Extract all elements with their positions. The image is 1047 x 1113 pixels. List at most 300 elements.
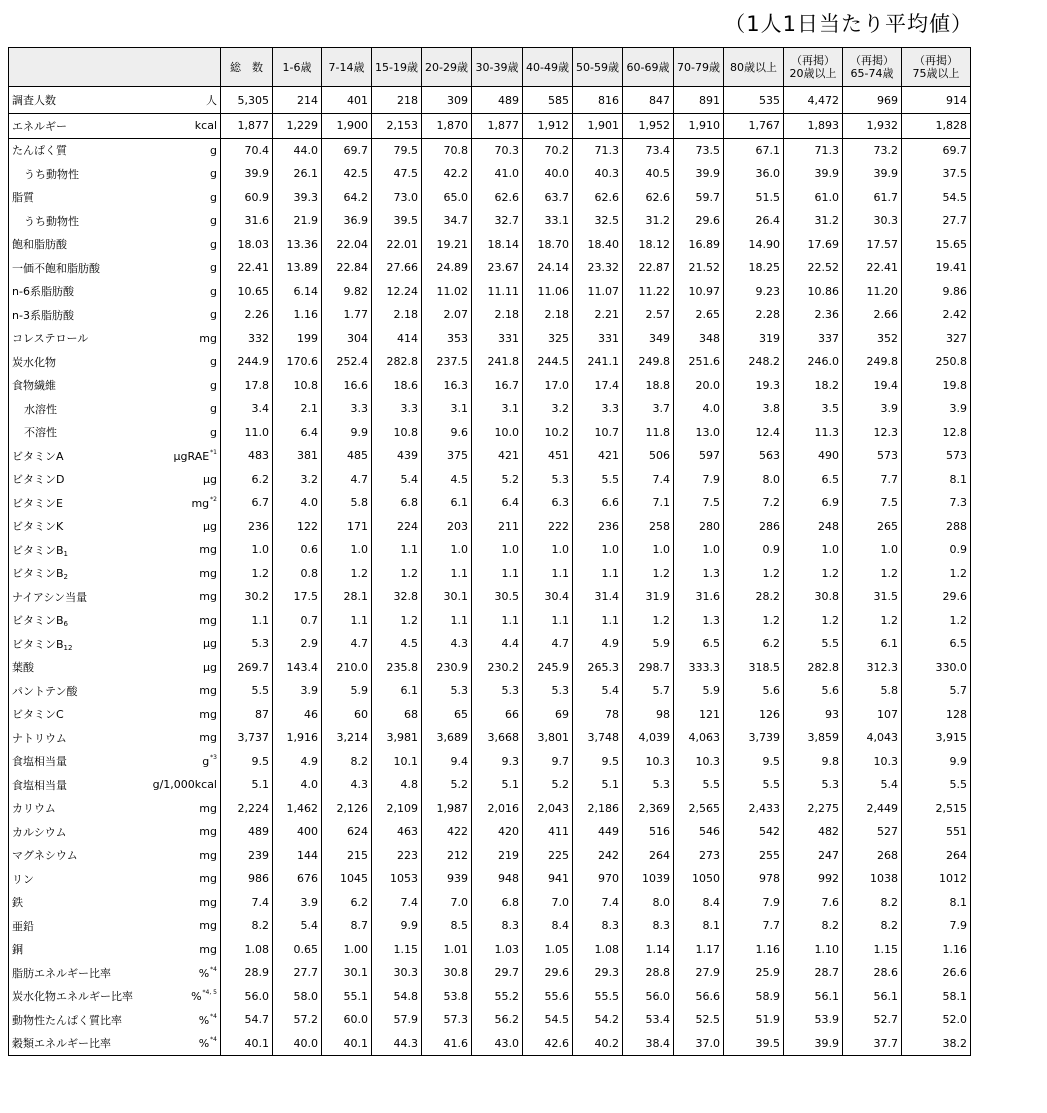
table-row — [9, 491, 971, 515]
value-cell: 26.1 — [273, 162, 322, 186]
value-cell: 1.0 — [623, 538, 674, 562]
nutrient-name — [9, 468, 149, 492]
nutrient-label: 穀類エネルギー比率 — [12, 1037, 111, 1051]
value-cell: 10.1 — [372, 750, 422, 774]
value-cell: 3,214 — [322, 726, 372, 750]
value-cell: 65.0 — [422, 186, 472, 210]
nutrient-subscript: 2 — [63, 573, 69, 582]
value-cell: 551 — [902, 820, 971, 844]
value-cell: 333.3 — [674, 656, 724, 680]
unit-cell — [149, 350, 221, 374]
nutrient-name — [9, 397, 149, 421]
value-cell: 29.7 — [472, 961, 523, 985]
value-cell: 54.5 — [523, 1008, 573, 1032]
value-cell: 30.3 — [843, 209, 902, 233]
reprint-label: 65-74歳 — [850, 67, 894, 80]
value-cell: 1.3 — [674, 609, 724, 633]
value-cell: 31.6 — [674, 585, 724, 609]
value-cell: 5.2 — [422, 773, 472, 797]
footnote-marker: *4 — [210, 1012, 217, 1020]
value-cell: 6.1 — [372, 679, 422, 703]
value-cell: 8.2 — [843, 914, 902, 938]
value-cell: 30.3 — [372, 961, 422, 985]
value-cell: 7.4 — [221, 891, 273, 915]
value-cell: 280 — [674, 515, 724, 539]
value-cell: 1.0 — [674, 538, 724, 562]
nutrient-name — [9, 726, 149, 750]
value-cell: 247 — [784, 844, 843, 868]
value-cell: 30.4 — [523, 585, 573, 609]
value-cell: 56.1 — [784, 985, 843, 1009]
value-cell: 20.0 — [674, 374, 724, 398]
value-cell: 22.01 — [372, 233, 422, 257]
value-cell: 7.4 — [372, 891, 422, 915]
value-cell: 10.0 — [472, 421, 523, 445]
nutrient-name — [9, 256, 149, 280]
value-cell: 2,186 — [573, 797, 623, 821]
value-cell: 29.6 — [674, 209, 724, 233]
table-row — [9, 938, 971, 962]
value-cell: 4.5 — [372, 632, 422, 656]
nutrient-subscript: 6 — [63, 620, 69, 629]
value-cell: 11.22 — [623, 280, 674, 304]
value-cell: 5.5 — [674, 773, 724, 797]
value-cell: 352 — [843, 327, 902, 351]
value-cell: 255 — [724, 844, 784, 868]
value-cell: 219 — [472, 844, 523, 868]
nutrient-name — [9, 350, 149, 374]
value-cell: 1,932 — [843, 114, 902, 139]
unit-label: g — [210, 308, 217, 322]
value-cell: 0.65 — [273, 938, 322, 962]
value-cell: 485 — [322, 444, 372, 468]
value-cell: 1.1 — [322, 609, 372, 633]
value-cell: 37.7 — [843, 1032, 902, 1056]
nutrient-name — [9, 914, 149, 938]
value-cell: 73.0 — [372, 186, 422, 210]
unit-label: μgRAE — [173, 449, 210, 463]
value-cell: 37.5 — [902, 162, 971, 186]
unit-cell — [149, 914, 221, 938]
reprint-label: 75歳以上 — [912, 67, 960, 80]
value-cell: 6.4 — [273, 421, 322, 445]
value-cell: 10.3 — [623, 750, 674, 774]
value-cell: 32.5 — [573, 209, 623, 233]
value-cell: 42.5 — [322, 162, 372, 186]
value-cell: 31.2 — [623, 209, 674, 233]
value-cell: 331 — [472, 327, 523, 351]
unit-cell — [149, 87, 221, 114]
value-cell: 1038 — [843, 867, 902, 891]
nutrient-name — [9, 750, 149, 774]
value-cell: 9.82 — [322, 280, 372, 304]
value-cell: 56.0 — [221, 985, 273, 1009]
value-cell: 18.03 — [221, 233, 273, 257]
table-row — [9, 726, 971, 750]
value-cell: 56.2 — [472, 1008, 523, 1032]
value-cell: 71.3 — [784, 138, 843, 162]
table-row — [9, 327, 971, 351]
value-cell: 54.7 — [221, 1008, 273, 1032]
value-cell: 71.3 — [573, 138, 623, 162]
value-cell: 239 — [221, 844, 273, 868]
value-cell: 10.97 — [674, 280, 724, 304]
value-cell: 214 — [273, 87, 322, 114]
value-cell: 52.7 — [843, 1008, 902, 1032]
value-cell: 9.5 — [573, 750, 623, 774]
value-cell: 4.7 — [523, 632, 573, 656]
unit-cell — [149, 867, 221, 891]
value-cell: 1.0 — [322, 538, 372, 562]
value-cell: 1012 — [902, 867, 971, 891]
table-row — [9, 209, 971, 233]
value-cell: 5.3 — [623, 773, 674, 797]
value-cell: 1.01 — [422, 938, 472, 962]
value-cell: 5.1 — [221, 773, 273, 797]
unit-label: mg — [199, 825, 217, 839]
value-cell: 4.0 — [273, 773, 322, 797]
value-cell: 11.02 — [422, 280, 472, 304]
value-cell: 5.7 — [623, 679, 674, 703]
value-cell: 18.40 — [573, 233, 623, 257]
value-cell: 1,901 — [573, 114, 623, 139]
value-cell: 10.7 — [573, 421, 623, 445]
value-cell: 422 — [422, 820, 472, 844]
value-cell: 41.6 — [422, 1032, 472, 1056]
nutrient-label: ナトリウム — [12, 731, 67, 745]
unit-label: mg — [199, 801, 217, 815]
value-cell: 56.1 — [843, 985, 902, 1009]
value-cell: 225 — [523, 844, 573, 868]
value-cell: 1.1 — [472, 562, 523, 586]
value-cell: 63.7 — [523, 186, 573, 210]
nutrient-label: ビタミンD — [12, 473, 65, 487]
value-cell: 6.5 — [674, 632, 724, 656]
value-cell: 273 — [674, 844, 724, 868]
value-cell: 7.9 — [724, 891, 784, 915]
value-cell: 7.9 — [674, 468, 724, 492]
value-cell: 2.18 — [372, 303, 422, 327]
value-cell: 51.5 — [724, 186, 784, 210]
table-row — [9, 562, 971, 586]
unit-cell — [149, 515, 221, 539]
value-cell: 252.4 — [322, 350, 372, 374]
value-cell: 61.0 — [784, 186, 843, 210]
value-cell: 6.2 — [221, 468, 273, 492]
value-cell: 381 — [273, 444, 322, 468]
value-cell: 3,689 — [422, 726, 472, 750]
value-cell: 17.69 — [784, 233, 843, 257]
value-cell: 18.70 — [523, 233, 573, 257]
value-cell: 27.7 — [902, 209, 971, 233]
value-cell: 16.89 — [674, 233, 724, 257]
nutrient-name — [9, 820, 149, 844]
value-cell: 5.7 — [902, 679, 971, 703]
value-cell: 98 — [623, 703, 674, 727]
value-cell: 27.9 — [674, 961, 724, 985]
table-row — [9, 961, 971, 985]
value-cell: 1.77 — [322, 303, 372, 327]
value-cell: 53.4 — [623, 1008, 674, 1032]
value-cell: 5.3 — [221, 632, 273, 656]
value-cell: 29.3 — [573, 961, 623, 985]
value-cell: 28.2 — [724, 585, 784, 609]
value-cell: 70.8 — [422, 138, 472, 162]
nutrient-label: うち動物性 — [24, 167, 79, 181]
value-cell: 93 — [784, 703, 843, 727]
nutrient-name — [9, 562, 149, 586]
value-cell: 58.1 — [902, 985, 971, 1009]
value-cell: 5.3 — [523, 679, 573, 703]
value-cell: 236 — [573, 515, 623, 539]
value-cell: 40.2 — [573, 1032, 623, 1056]
table-row — [9, 303, 971, 327]
value-cell: 7.1 — [623, 491, 674, 515]
table-row — [9, 632, 971, 656]
value-cell: 8.0 — [724, 468, 784, 492]
value-cell: 79.5 — [372, 138, 422, 162]
table-row — [9, 585, 971, 609]
value-cell: 53.9 — [784, 1008, 843, 1032]
value-cell: 55.5 — [573, 985, 623, 1009]
value-cell: 54.8 — [372, 985, 422, 1009]
nutrient-label: 銅 — [12, 943, 23, 957]
value-cell: 1.16 — [273, 303, 322, 327]
value-cell: 2,433 — [724, 797, 784, 821]
value-cell: 9.6 — [422, 421, 472, 445]
value-cell: 12.8 — [902, 421, 971, 445]
value-cell: 4.5 — [422, 468, 472, 492]
nutrient-label: ビタミンB — [12, 637, 64, 651]
value-cell: 3.3 — [573, 397, 623, 421]
value-cell: 6.3 — [523, 491, 573, 515]
value-cell: 9.9 — [322, 421, 372, 445]
value-cell: 31.4 — [573, 585, 623, 609]
value-cell: 2.1 — [273, 397, 322, 421]
value-cell: 39.9 — [221, 162, 273, 186]
value-cell: 8.3 — [573, 914, 623, 938]
value-cell: 3.8 — [724, 397, 784, 421]
value-cell: 986 — [221, 867, 273, 891]
unit-label: 人 — [206, 94, 217, 107]
value-cell: 401 — [322, 87, 372, 114]
unit-cell — [149, 562, 221, 586]
value-cell: 1,912 — [523, 114, 573, 139]
value-cell: 28.6 — [843, 961, 902, 985]
value-cell: 235.8 — [372, 656, 422, 680]
value-cell: 143.4 — [273, 656, 322, 680]
value-cell: 10.8 — [273, 374, 322, 398]
unit-label: mg — [191, 496, 210, 510]
value-cell: 69 — [523, 703, 573, 727]
nutrient-label: 脂質 — [12, 191, 34, 205]
value-cell: 69.7 — [322, 138, 372, 162]
value-cell: 1.15 — [372, 938, 422, 962]
value-cell: 1.3 — [674, 562, 724, 586]
table-row — [9, 515, 971, 539]
value-cell: 7.4 — [623, 468, 674, 492]
value-cell: 3.9 — [843, 397, 902, 421]
value-cell: 21.9 — [273, 209, 322, 233]
unit-cell — [149, 468, 221, 492]
table-row — [9, 538, 971, 562]
header-cell: 1-6歳 — [273, 48, 322, 87]
header-cell: 70-79歳 — [674, 48, 724, 87]
unit-cell — [149, 233, 221, 257]
nutrient-name — [9, 138, 149, 162]
header-cell: 50-59歳 — [573, 48, 623, 87]
value-cell: 3,981 — [372, 726, 422, 750]
header-row — [9, 48, 971, 87]
unit-label: kcal — [194, 119, 217, 133]
nutrient-label: パントテン酸 — [12, 684, 78, 698]
value-cell: 17.5 — [273, 585, 322, 609]
nutrient-label: ビタミンE — [12, 496, 63, 510]
unit-label: μg — [203, 472, 217, 486]
unit-cell — [149, 1008, 221, 1032]
value-cell: 246.0 — [784, 350, 843, 374]
value-cell: 2.28 — [724, 303, 784, 327]
value-cell: 57.9 — [372, 1008, 422, 1032]
value-cell: 6.8 — [472, 891, 523, 915]
value-cell: 3,668 — [472, 726, 523, 750]
nutrient-subscript: 12 — [63, 643, 73, 652]
value-cell: 38.4 — [623, 1032, 674, 1056]
value-cell: 18.6 — [372, 374, 422, 398]
value-cell: 7.7 — [724, 914, 784, 938]
value-cell: 17.57 — [843, 233, 902, 257]
value-cell: 978 — [724, 867, 784, 891]
nutrient-label: n-6系脂肪酸 — [12, 285, 74, 299]
value-cell: 52.5 — [674, 1008, 724, 1032]
value-cell: 1.05 — [523, 938, 573, 962]
value-cell: 212 — [422, 844, 472, 868]
value-cell: 7.6 — [784, 891, 843, 915]
value-cell: 23.67 — [472, 256, 523, 280]
value-cell: 4.7 — [322, 468, 372, 492]
value-cell: 29.6 — [902, 585, 971, 609]
unit-label: g/1,000kcal — [152, 778, 217, 792]
unit-cell — [149, 797, 221, 821]
value-cell: 3,801 — [523, 726, 573, 750]
value-cell: 5.5 — [784, 632, 843, 656]
value-cell: 199 — [273, 327, 322, 351]
value-cell: 25.9 — [724, 961, 784, 985]
value-cell: 31.9 — [623, 585, 674, 609]
value-cell: 11.07 — [573, 280, 623, 304]
value-cell: 249.8 — [843, 350, 902, 374]
value-cell: 420 — [472, 820, 523, 844]
nutrient-label: ビタミンB — [12, 543, 64, 557]
value-cell: 1.0 — [843, 538, 902, 562]
value-cell: 5,305 — [221, 87, 273, 114]
value-cell: 8.4 — [523, 914, 573, 938]
value-cell: 5.3 — [784, 773, 843, 797]
value-cell: 4,039 — [623, 726, 674, 750]
value-cell: 245.9 — [523, 656, 573, 680]
nutrient-name — [9, 703, 149, 727]
table-row — [9, 468, 971, 492]
value-cell: 5.4 — [372, 468, 422, 492]
value-cell: 11.8 — [623, 421, 674, 445]
unit-label: mg — [199, 590, 217, 604]
value-cell: 353 — [422, 327, 472, 351]
value-cell: 304 — [322, 327, 372, 351]
value-cell: 211 — [472, 515, 523, 539]
value-cell: 1053 — [372, 867, 422, 891]
value-cell: 337 — [784, 327, 843, 351]
value-cell: 2.18 — [523, 303, 573, 327]
unit-label: % — [191, 990, 202, 1004]
unit-cell — [149, 209, 221, 233]
value-cell: 17.0 — [523, 374, 573, 398]
nutrient-label: カリウム — [12, 802, 56, 816]
value-cell: 3.9 — [273, 891, 322, 915]
value-cell: 0.9 — [724, 538, 784, 562]
nutrient-label: うち動物性 — [24, 214, 79, 228]
unit-cell — [149, 961, 221, 985]
value-cell: 5.4 — [843, 773, 902, 797]
value-cell: 9.4 — [422, 750, 472, 774]
value-cell: 218 — [372, 87, 422, 114]
nutrient-label: 炭水化物 — [12, 355, 56, 369]
value-cell: 18.14 — [472, 233, 523, 257]
value-cell: 6.6 — [573, 491, 623, 515]
value-cell: 60 — [322, 703, 372, 727]
table-row — [9, 891, 971, 915]
value-cell: 4.9 — [273, 750, 322, 774]
value-cell: 61.7 — [843, 186, 902, 210]
footnote-marker: *4 — [210, 1036, 217, 1044]
value-cell: 8.0 — [623, 891, 674, 915]
value-cell: 1,893 — [784, 114, 843, 139]
value-cell: 1.0 — [221, 538, 273, 562]
value-cell: 546 — [674, 820, 724, 844]
unit-label: mg — [199, 613, 217, 627]
value-cell: 5.5 — [724, 773, 784, 797]
unit-cell — [149, 938, 221, 962]
table-row — [9, 233, 971, 257]
value-cell: 3.5 — [784, 397, 843, 421]
value-cell: 1.1 — [523, 562, 573, 586]
value-cell: 8.2 — [784, 914, 843, 938]
value-cell: 22.41 — [221, 256, 273, 280]
value-cell: 39.5 — [372, 209, 422, 233]
value-cell: 2,016 — [472, 797, 523, 821]
value-cell: 65 — [422, 703, 472, 727]
value-cell: 1.0 — [472, 538, 523, 562]
value-cell: 573 — [843, 444, 902, 468]
value-cell: 19.8 — [902, 374, 971, 398]
value-cell: 0.8 — [273, 562, 322, 586]
value-cell: 5.1 — [472, 773, 523, 797]
value-cell: 8.3 — [472, 914, 523, 938]
value-cell: 7.0 — [422, 891, 472, 915]
unit-label: g — [210, 425, 217, 439]
value-cell: 14.90 — [724, 233, 784, 257]
value-cell: 19.3 — [724, 374, 784, 398]
value-cell: 2.42 — [902, 303, 971, 327]
value-cell: 40.1 — [322, 1032, 372, 1056]
value-cell: 5.1 — [573, 773, 623, 797]
value-cell: 1.15 — [843, 938, 902, 962]
value-cell: 325 — [523, 327, 573, 351]
value-cell: 32.8 — [372, 585, 422, 609]
value-cell: 53.8 — [422, 985, 472, 1009]
nutrient-name — [9, 444, 149, 468]
value-cell: 9.86 — [902, 280, 971, 304]
unit-label: % — [198, 1037, 210, 1051]
